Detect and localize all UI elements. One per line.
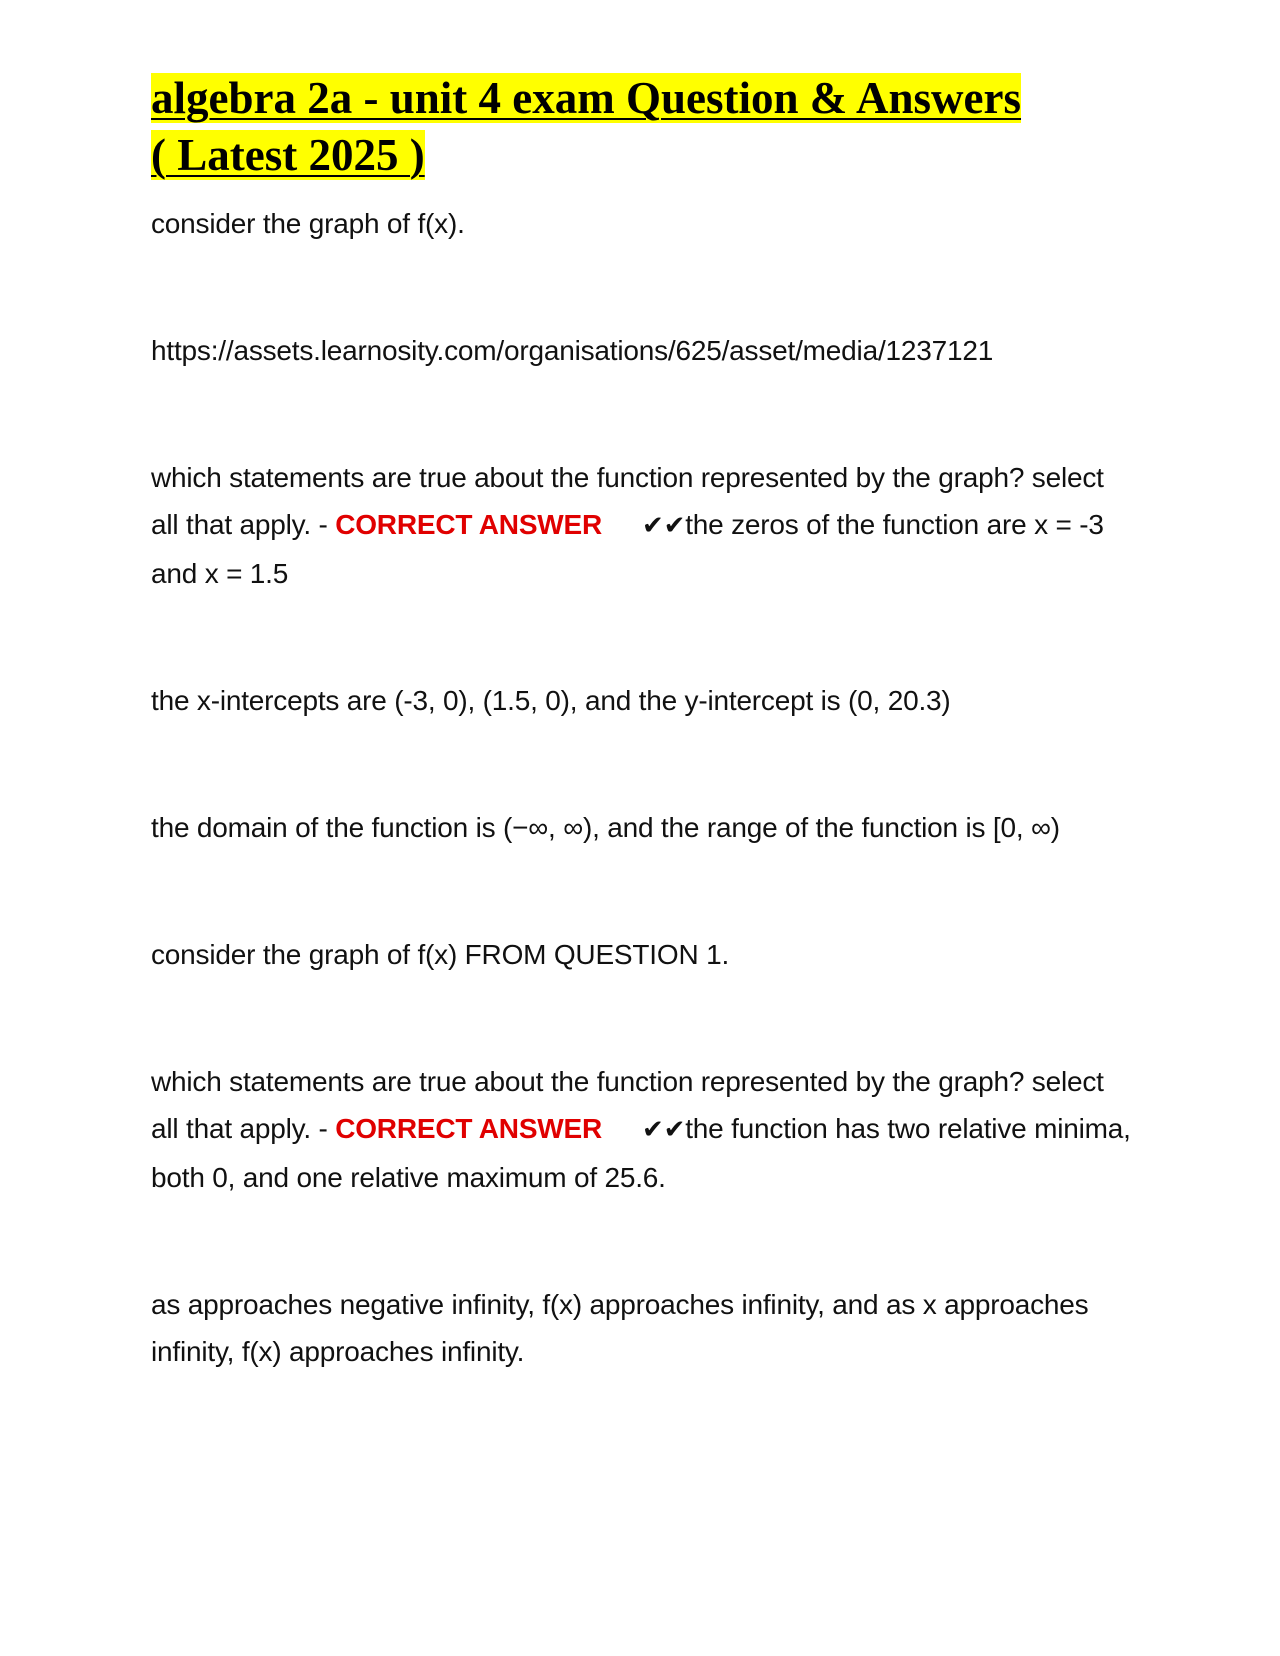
question-2 (151, 1058, 1131, 1201)
title-line-1: algebra 2a - unit 4 exam Question & Answers (151, 73, 1021, 123)
question-2-text: which statements are true about the function represented by the graph? select all that apply. - (151, 1066, 1104, 1144)
title-line-2: ( Latest 2025 ) (151, 130, 425, 180)
checkmark-icon: ✔✔ (642, 511, 686, 541)
question-1 (151, 454, 1131, 597)
correct-answer-label-2: CORRECT ANSWER (335, 1113, 603, 1144)
answer-1-text: the zeros of the function are x = -3 and x = 1.5 (151, 509, 1104, 589)
paragraph-domain-range: the domain of the function is (−∞, ∞), and the range of the function is [0, ∞) (151, 812, 1060, 843)
paragraph-intercepts: the x-intercepts are (-3, 0), (1.5, 0), and the y-intercept is (0, 20.3) (151, 685, 951, 716)
answer-2-text: the function has two relative minima, both 0, and one relative maximum of 25.6. (151, 1113, 1131, 1193)
question-1-text: which statements are true about the function represented by the graph? select all that apply. - (151, 462, 1104, 540)
correct-answer-label-1: CORRECT ANSWER (335, 509, 603, 540)
checkmark-icon: ✔✔ (642, 1115, 686, 1145)
paragraph-intro: consider the graph of f(x). (151, 208, 465, 239)
paragraph-asset-url: https://assets.learnosity.com/organisations/625/asset/media/1237121 (151, 335, 994, 366)
document-content (151, 70, 1131, 1455)
paragraph-end-behavior: as approaches negative infinity, f(x) approaches infinity, and as x approaches infinity, f(x) approaches infinity. (151, 1289, 1089, 1367)
paragraph-question-2-intro: consider the graph of f(x) FROM QUESTION 1. (151, 939, 730, 970)
document-title (151, 70, 1131, 184)
